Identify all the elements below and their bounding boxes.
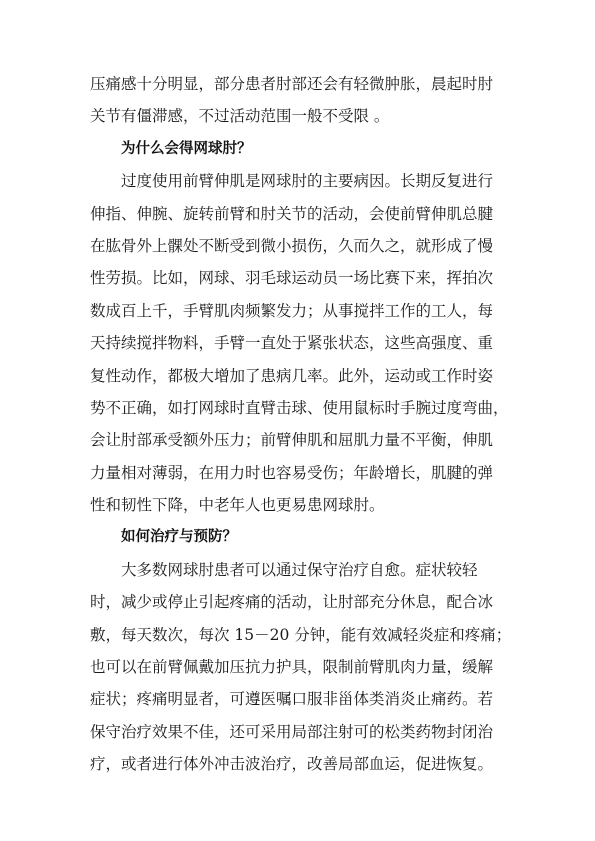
paragraph-line: 在肱骨外上髁处不断受到微小损伤，久而久之，就形成了慢	[90, 236, 494, 255]
paragraph-line: 疗，或者进行体外冲击波治疗，改善局部血运，促进恢复。	[90, 755, 494, 774]
paragraph-line: 力量相对薄弱，在用力时也容易受伤；年龄增长，肌腱的弹	[90, 463, 494, 482]
paragraph-line: 性劳损。比如，网球、羽毛球运动员一场比赛下来，挥拍次	[90, 269, 494, 288]
paragraph-line: 复性动作，都极大增加了患病几率。此外，运动或工作时姿	[90, 366, 494, 385]
paragraph-line: 过度使用前臂伸肌是网球肘的主要病因。长期反复进行	[121, 172, 494, 191]
paragraph-line: 也可以在前臂佩戴加压抗力护具，限制前臂肌肉力量，缓解	[90, 658, 494, 677]
paragraph-line: 天持续搅拌物料，手臂一直处于紧张状态，这些高强度、重	[90, 334, 494, 353]
intro-line-1: 压痛感十分明显，部分患者肘部还会有轻微肿胀，晨起时肘	[90, 75, 494, 93]
paragraph-line: 伸指、伸腕、旋转前臂和肘关节的活动，会使前臂伸肌总腱	[90, 204, 494, 223]
section-heading-causes: 为什么会得网球肘？	[121, 140, 252, 157]
paragraph-line: 数成百上千，手臂肌肉频繁发力；从事搅拌工作的工人，每	[90, 301, 494, 320]
document-page	[90, 68, 510, 781]
paragraph-line: 会让肘部承受额外压力；前臂伸肌和屈肌力量不平衡，伸肌	[90, 431, 494, 450]
paragraph-line: 保守治疗效果不佳，还可采用局部注射可的松类药物封闭治	[90, 722, 494, 741]
paragraph-line: 大多数网球肘患者可以通过保守治疗自愈。症状较轻	[121, 560, 478, 579]
paragraph-line: 症状；疼痛明显者，可遵医嘱口服非甾体类消炎止痛药。若	[90, 690, 494, 709]
paragraph-line: 势不正确，如打网球时直臂击球、使用鼠标时手腕过度弯曲，	[90, 398, 509, 417]
paragraph-line: 敷，每天数次，每次 15－20 分钟，能有效减轻炎症和疼痛；	[90, 625, 512, 644]
paragraph-line: 性和韧性下降，中老年人也更易患网球肘。	[90, 496, 385, 515]
section-heading-treatment: 如何治疗与预防？	[121, 529, 237, 546]
intro-line-2: 关节有僵滞感，不过活动范围一般不受限 。	[90, 107, 390, 126]
paragraph-line: 时，减少或停止引起疼痛的活动，让肘部充分休息，配合冰	[90, 593, 494, 612]
